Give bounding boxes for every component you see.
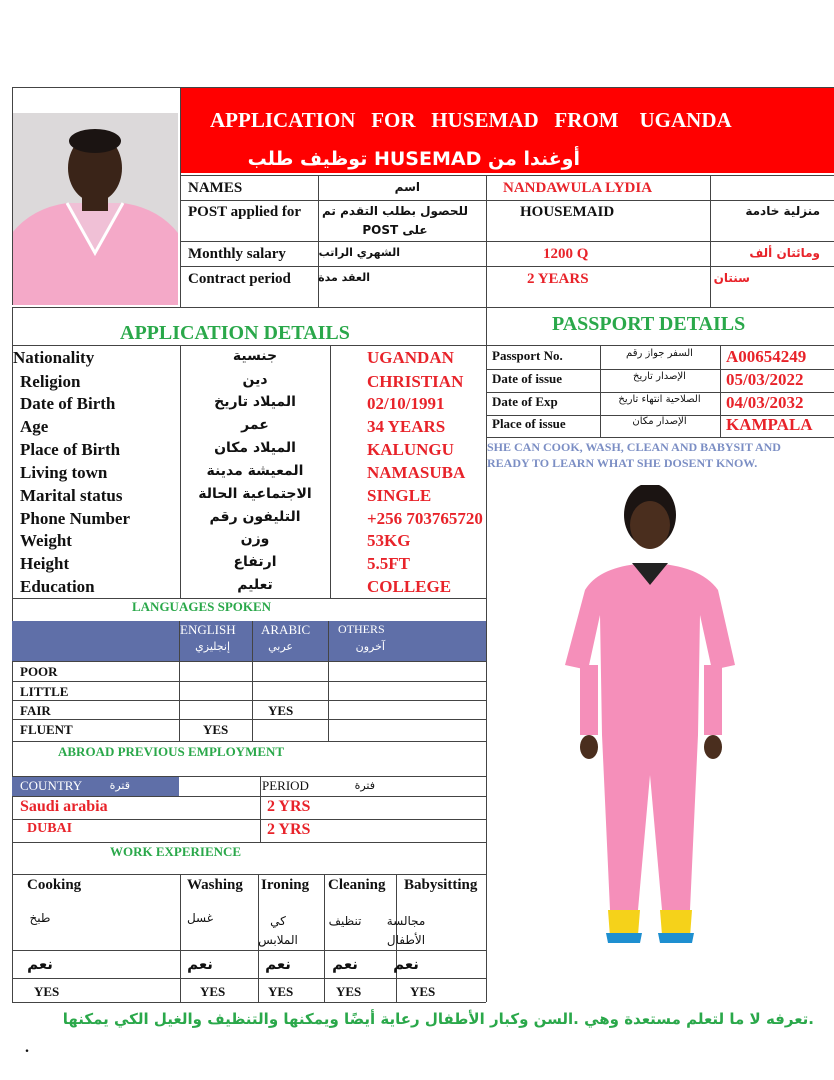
detail-arabic: الاجتماعية الحالة	[198, 486, 312, 502]
work-yes: YES	[336, 984, 362, 999]
detail-value: 5.5FT	[367, 554, 410, 573]
names-arabic: اسم	[394, 180, 420, 194]
passport-heading: PASSPORT DETAILS	[552, 313, 746, 335]
detail-arabic: التليفون رقم	[209, 509, 301, 525]
work-yes-arabic: نعم	[332, 955, 358, 973]
contract-label: Contract period	[188, 271, 291, 287]
language-level: FAIR	[20, 703, 51, 718]
detail-arabic: جنسية	[232, 348, 278, 364]
post-arabic: للحصول بطلب التقدم تم	[322, 204, 468, 218]
period-label: PERIOD	[262, 778, 309, 793]
detail-value: CHRISTIAN	[367, 372, 464, 391]
names-value: NANDAWULA LYDIA	[503, 180, 653, 196]
skills-note: SHE CAN COOK, WASH, CLEAN AND BABYSIT AND	[487, 440, 781, 454]
employment-period-2: 2 YRS	[267, 821, 311, 838]
passport-value: 04/03/2032	[726, 393, 804, 412]
detail-value: +256 703765720	[367, 509, 483, 528]
detail-label: Height	[20, 554, 70, 573]
work-skill-arabic-2: الملابس	[258, 933, 298, 947]
detail-value: 53KG	[367, 531, 411, 550]
work-yes-arabic: نعم	[265, 955, 291, 973]
post-value: HOUSEMAID	[520, 204, 615, 220]
languages-heading: LANGUAGES SPOKEN	[132, 599, 272, 614]
page-title: APPLICATION FOR HUSEMAD FROM UGANDA	[210, 108, 732, 132]
detail-label: Date of Birth	[20, 394, 116, 413]
work-yes: YES	[410, 984, 436, 999]
passport-value: 05/03/2022	[726, 370, 804, 389]
contract-value: 2 YEARS	[527, 271, 589, 287]
passport-label: Passport No.	[492, 348, 563, 363]
work-skill-label: Babysitting	[404, 877, 478, 893]
salary-label: Monthly salary	[188, 246, 286, 262]
applicant-full-photo	[540, 485, 834, 945]
passport-arabic: الإصدار تاريخ	[633, 371, 686, 382]
detail-arabic: دين	[242, 372, 268, 388]
work-skill-label: Cleaning	[328, 877, 386, 893]
detail-label: Religion	[20, 372, 81, 391]
work-skill-arabic: تنظيف	[328, 914, 362, 928]
language-level: LITTLE	[20, 684, 69, 699]
lang-others-arabic: آخرون	[355, 640, 385, 653]
salary-value-arabic: ومائتان ألف	[749, 246, 820, 260]
work-skill-label: Ironing	[261, 877, 310, 893]
passport-value: A00654249	[726, 347, 807, 366]
salary-arabic: الشهري الراتب	[318, 246, 400, 259]
employment-heading: ABROAD PREVIOUS EMPLOYMENT	[58, 744, 285, 759]
work-skill-arabic: غسل	[186, 911, 214, 925]
detail-arabic: تعليم	[237, 577, 273, 593]
detail-label: Education	[20, 577, 95, 596]
detail-value: SINGLE	[367, 486, 432, 505]
language-arabic-value: YES	[268, 703, 294, 718]
application-heading: APPLICATION DETAILS	[120, 322, 350, 344]
language-english-value: YES	[203, 722, 229, 737]
salary-value: 1200 Q	[543, 246, 589, 262]
employment-period-1: 2 YRS	[267, 798, 311, 815]
passport-arabic: الإصدار مكان	[632, 416, 687, 427]
detail-arabic: الميلاد مكان	[214, 440, 296, 456]
detail-value: KALUNGU	[367, 440, 454, 459]
contract-value-arabic: سنتان	[713, 271, 750, 285]
lang-arabic-arabic: عربي	[268, 640, 293, 653]
period-arabic: فترة	[354, 779, 375, 792]
detail-label: Living town	[20, 463, 108, 482]
post-label: POST applied for	[188, 204, 302, 220]
detail-label: Nationality	[13, 348, 95, 367]
country-arabic: قترة	[109, 779, 130, 792]
detail-arabic: الميلاد تاريخ	[214, 394, 296, 410]
employment-country-1: Saudi arabia	[20, 798, 108, 815]
passport-arabic: السفر جواز رقم	[626, 348, 693, 359]
detail-arabic: عمر	[241, 417, 269, 433]
detail-label: Place of Birth	[20, 440, 121, 459]
detail-value: COLLEGE	[367, 577, 452, 596]
work-heading: WORK EXPERIENCE	[110, 844, 242, 859]
passport-label: Date of Exp	[492, 394, 558, 409]
lang-others-header: OTHERS	[338, 622, 385, 636]
language-level: POOR	[20, 664, 58, 679]
work-yes-arabic: نعم	[393, 955, 419, 973]
detail-label: Age	[20, 417, 49, 436]
work-yes: YES	[34, 984, 60, 999]
passport-value: KAMPALA	[726, 415, 813, 434]
work-skill-arabic-2: الأطفال	[386, 933, 426, 947]
country-label: COUNTRY	[20, 778, 83, 793]
detail-value: NAMASUBA	[367, 463, 466, 482]
language-level: FLUENT	[20, 722, 73, 737]
applicant-portrait	[12, 113, 178, 305]
detail-label: Phone Number	[20, 509, 131, 528]
employment-country-2: DUBAI	[27, 821, 73, 836]
work-skill-arabic: طبخ	[29, 911, 51, 925]
work-skill-label: Washing	[187, 877, 243, 893]
detail-label: Marital status	[20, 486, 123, 505]
passport-arabic: الصلاحية انتهاء تاريخ	[618, 394, 701, 405]
detail-arabic: المعيشة مدينة	[206, 463, 304, 479]
work-yes: YES	[200, 984, 226, 999]
post-arabic-2: على POST	[362, 223, 428, 237]
passport-label: Place of issue	[492, 416, 566, 431]
detail-label: Weight	[20, 531, 72, 550]
footer-dot: .	[25, 1039, 29, 1056]
contract-arabic: العقد مدة	[318, 271, 370, 284]
lang-english-arabic: إنجليزي	[195, 640, 230, 653]
detail-value: 34 YEARS	[367, 417, 446, 436]
lang-english-header: ENGLISH	[180, 622, 236, 637]
work-skill-label: Cooking	[27, 877, 82, 893]
post-value-arabic: منزلية خادمة	[745, 204, 820, 218]
detail-arabic: ارتفاع	[233, 554, 277, 570]
work-yes: YES	[268, 984, 294, 999]
work-yes-arabic: نعم	[187, 955, 213, 973]
skills-note-2: READY TO LEARN WHAT SHE DOSENT KNOW.	[487, 456, 758, 470]
work-skill-arabic: مجالسة	[386, 914, 426, 928]
detail-value: UGANDAN	[367, 348, 454, 367]
detail-arabic: وزن	[240, 531, 270, 547]
passport-label: Date of issue	[492, 371, 563, 386]
footer-arabic-note: .تعرفه لا ما لتعلم مستعدة وهي .السن وكبار الأطفال رعاية أيضًا ويمكنها والتنظيف والغيل الكي يمكنها	[62, 1010, 814, 1028]
detail-value: 02/10/1991	[367, 394, 445, 413]
work-skill-arabic: كي	[270, 914, 286, 928]
lang-arabic-header: ARABIC	[261, 622, 311, 637]
names-label: NAMES	[188, 180, 243, 196]
languages-header-band	[12, 621, 486, 661]
work-yes-arabic: نعم	[27, 955, 53, 973]
page-subtitle-arabic: أوغندا من HUSEMAD توظيف طلب	[247, 148, 580, 170]
